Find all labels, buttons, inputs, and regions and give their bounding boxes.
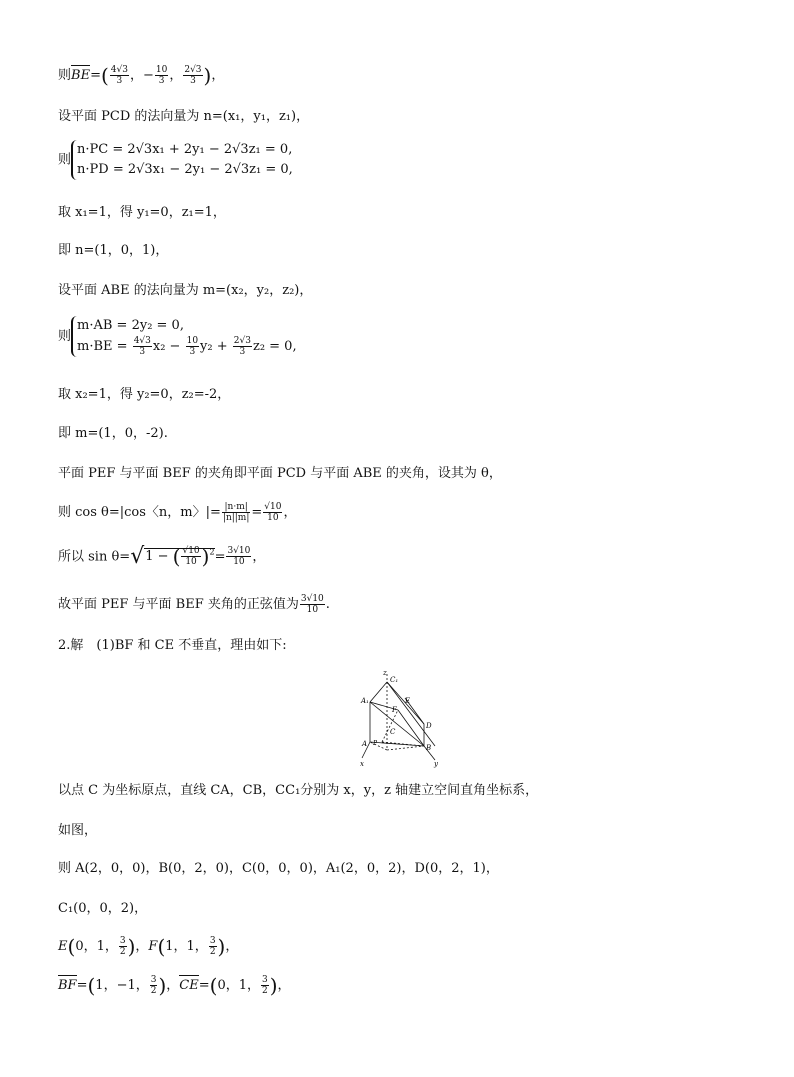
line-points-2: C₁(0，0，2)， bbox=[58, 901, 148, 916]
line-angle-statement: 平面 PEF 与平面 BEF 的夹角即平面 PCD 与平面 ABE 的夹角，设其为 θ， bbox=[58, 466, 502, 481]
label-e: E bbox=[405, 697, 411, 705]
equation-system: n·PC = 2√3x₁ + 2y₁ − 2√3z₁ = 0, n·PD = 2√3x₁ − 2y₁ − 2√3z₁ = 0, bbox=[71, 140, 293, 180]
line-normal-abe: 设平面 ABE 的法向量为 m=(x₂，y₂，z₂)， bbox=[58, 283, 313, 298]
vector-bf: BF bbox=[58, 974, 77, 995]
line-be-vector: 则BE=( $\frac{4√3}{3}$ ，− $\frac{10}{3}$ ， $\frac{2√3}{3}$ )， bbox=[58, 63, 225, 88]
label-p: P bbox=[373, 740, 378, 747]
vector-be: BE bbox=[71, 64, 90, 85]
label-y: y bbox=[434, 760, 438, 768]
label-b: B bbox=[426, 744, 432, 752]
line-coordinate-system: 以点 C 为坐标原点，直线 CA，CB，CC₁分别为 x，y，z 轴建立空间直角坐标系， bbox=[58, 783, 539, 798]
line-system-pcd: 则 n·PC = 2√3x₁ + 2y₁ − 2√3z₁ = 0, n·PD = 2√3x₁ − 2y₁ − 2√3z₁ = 0, bbox=[58, 140, 293, 180]
label-d: D bbox=[426, 722, 432, 730]
line-take-x1: 取 x₁=1，得 y₁=0，z₁=1， bbox=[58, 205, 226, 220]
prism-figure bbox=[350, 668, 450, 770]
line-points-1: 则 A(2，0，0)，B(0，2，0)，C(0，0，0)，A₁(2，0，2)，D(0，2，1)， bbox=[58, 861, 499, 876]
label-a: A bbox=[362, 740, 368, 748]
label-x: x bbox=[360, 760, 364, 768]
line-system-abe: 则 m·AB = 2y₂ = 0, m·BE = $\frac{4√3}{3}$ x₂ − $\frac{10}{3}$ y₂ + $\frac{2√3}{3}$ z₂ = 0, bbox=[58, 318, 297, 357]
line-m-result: 即 m=(1，0，-2). bbox=[58, 426, 168, 441]
vector-ce: CE bbox=[179, 974, 198, 995]
line-points-ef: E(0，1， $\frac{3}{2}$ )，F(1，1， $\frac{3}{2}$ )， bbox=[58, 934, 239, 959]
line-vectors-bf-ce: BF=(1，−1， $\frac{3}{2}$ )，CE=(0，1， $\frac{3}{2}$ )， bbox=[58, 973, 291, 998]
line-problem-2: 2.解 (1)BF 和 CE 不垂直，理由如下: bbox=[58, 638, 287, 653]
label-c1: C₁ bbox=[390, 676, 399, 684]
line-n-result: 即 n=(1，0，1)， bbox=[58, 243, 169, 258]
line-cos-theta: 则 cos θ=|cos〈n，m〉|= $\frac{|n\cdot m|}{|n||m|}$ = $\frac{√10}{10}$ ， bbox=[58, 502, 297, 523]
label-a1: A₁ bbox=[361, 697, 369, 705]
label-z: z bbox=[383, 669, 387, 677]
line-sin-theta: 所以 sin θ=√1 − ( $\frac{√10}{10}$ )$^2$= $\frac{3√10}{10}$ ， bbox=[58, 543, 266, 569]
line-sine-value: 故平面 PEF 与平面 BEF 夹角的正弦值为 $\frac{3√10}{10}$ . bbox=[58, 594, 330, 615]
line-take-x2: 取 x₂=1，得 y₂=0，z₂=-2， bbox=[58, 387, 231, 402]
label-c: C bbox=[390, 728, 396, 736]
line-as-shown: 如图， bbox=[58, 823, 98, 838]
line-normal-pcd: 设平面 PCD 的法向量为 n=(x₁，y₁，z₁)， bbox=[58, 109, 310, 124]
equation-system: m·AB = 2y₂ = 0, m·BE = $\frac{4√3}{3}$ x₂ − $\frac{10}{3}$ y₂ + $\frac{2√3}{3}$ z₂ = 0, bbox=[71, 316, 297, 357]
label-f: F bbox=[392, 706, 397, 714]
